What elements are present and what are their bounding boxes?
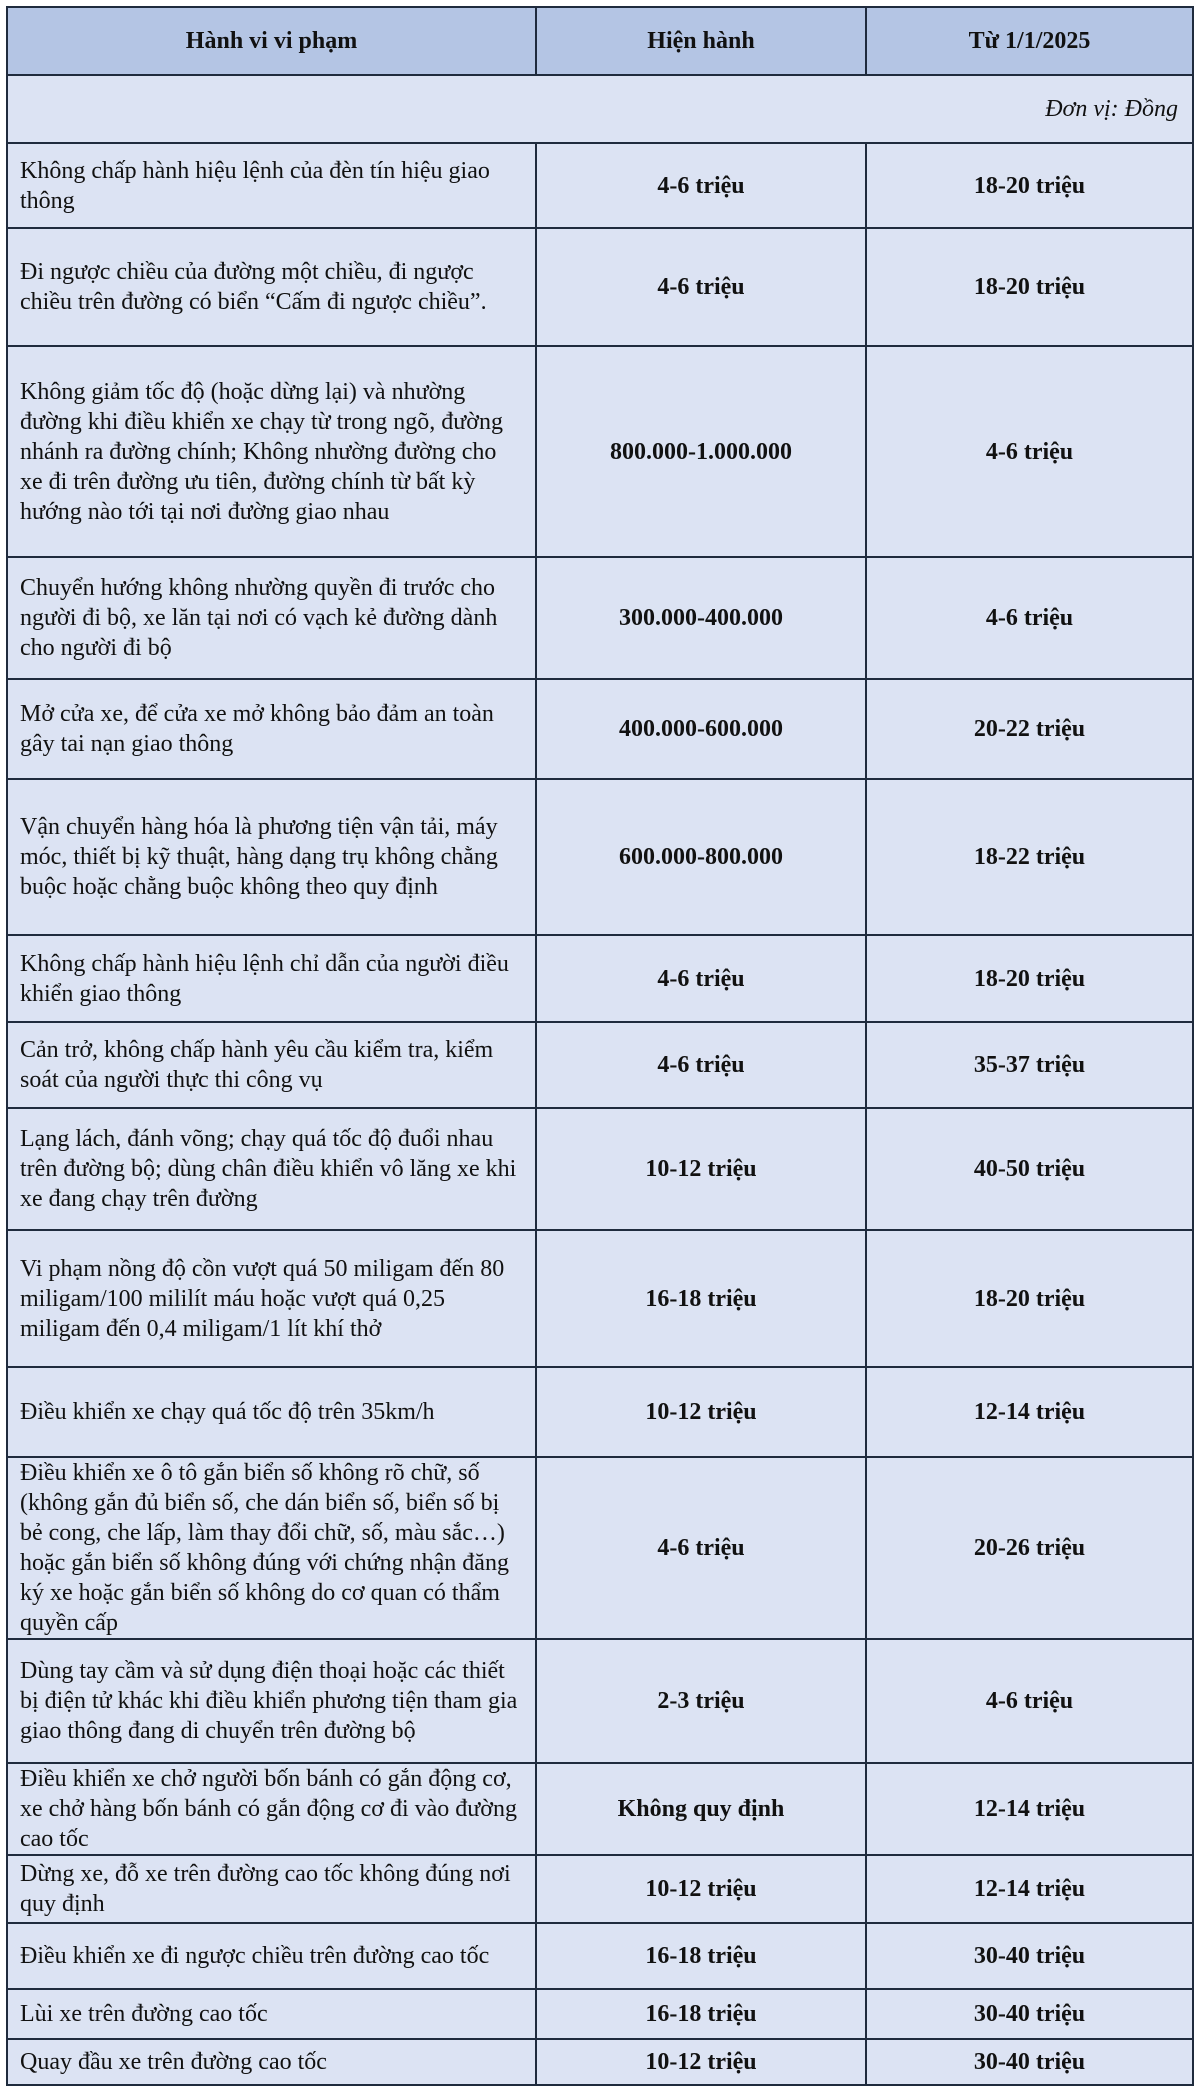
violation-cell: Không giảm tốc độ (hoặc dừng lại) và nhường đường khi điều khiển xe chạy từ trong ngõ, đường nhánh ra đường chính; Không nhường đường cho xe đi trên đường ưu tiên, đường chính từ bất kỳ hướng nào tới tại nơi đường giao nhau [7, 346, 536, 557]
violation-cell: Đi ngược chiều của đường một chiều, đi ngược chiều trên đường có biển “Cấm đi ngược chiều”. [7, 228, 536, 346]
new-fine-cell: 4-6 triệu [866, 346, 1193, 557]
violation-cell: Điều khiển xe chở người bốn bánh có gắn động cơ, xe chở hàng bốn bánh có gắn động cơ đi vào đường cao tốc [7, 1763, 536, 1855]
violation-cell: Vận chuyển hàng hóa là phương tiện vận tải, máy móc, thiết bị kỹ thuật, hàng dạng trụ không chằng buộc hoặc chằng buộc không theo quy định [7, 779, 536, 935]
violation-cell: Cản trở, không chấp hành yêu cầu kiểm tra, kiểm soát của người thực thi công vụ [7, 1022, 536, 1108]
new-fine-cell: 20-26 triệu [866, 1457, 1193, 1639]
table-row [7, 1230, 1193, 1367]
current-fine-cell: 4-6 triệu [536, 935, 866, 1022]
violation-cell: Điều khiển xe chạy quá tốc độ trên 35km/h [7, 1367, 536, 1457]
new-fine-cell: 12-14 triệu [866, 1855, 1193, 1923]
unit-note: Đơn vị: Đồng [7, 75, 1193, 143]
new-fine-cell: 18-20 triệu [866, 1230, 1193, 1367]
new-fine-cell: 35-37 triệu [866, 1022, 1193, 1108]
table-row [7, 1855, 1193, 1923]
header-current: Hiện hành [536, 7, 866, 75]
new-fine-cell: 18-20 triệu [866, 143, 1193, 228]
table-row [7, 1923, 1193, 1989]
new-fine-cell: 4-6 triệu [866, 557, 1193, 679]
new-fine-cell: 12-14 triệu [866, 1763, 1193, 1855]
new-fine-cell: 20-22 triệu [866, 679, 1193, 779]
violation-cell: Dừng xe, đỗ xe trên đường cao tốc không đúng nơi quy định [7, 1855, 536, 1923]
new-fine-cell: 30-40 triệu [866, 2039, 1193, 2085]
table-row [7, 2039, 1193, 2085]
table-row [7, 346, 1193, 557]
table-row [7, 1763, 1193, 1855]
new-fine-cell: 18-20 triệu [866, 228, 1193, 346]
unit-row [7, 75, 1193, 143]
new-fine-cell: 18-22 triệu [866, 779, 1193, 935]
new-fine-cell: 40-50 triệu [866, 1108, 1193, 1230]
table-row [7, 557, 1193, 679]
table-row [7, 1639, 1193, 1763]
fine-comparison-sheet [6, 6, 1192, 2086]
current-fine-cell: 16-18 triệu [536, 1923, 866, 1989]
current-fine-cell: 4-6 triệu [536, 228, 866, 346]
current-fine-cell: 600.000-800.000 [536, 779, 866, 935]
new-fine-cell: 12-14 triệu [866, 1367, 1193, 1457]
current-fine-cell: 400.000-600.000 [536, 679, 866, 779]
violation-cell: Dùng tay cầm và sử dụng điện thoại hoặc các thiết bị điện tử khác khi điều khiển phương tiện tham gia giao thông đang di chuyển trên đường bộ [7, 1639, 536, 1763]
new-fine-cell: 4-6 triệu [866, 1639, 1193, 1763]
violation-cell: Chuyển hướng không nhường quyền đi trước cho người đi bộ, xe lăn tại nơi có vạch kẻ đường dành cho người đi bộ [7, 557, 536, 679]
header-row [7, 7, 1193, 75]
current-fine-cell: 10-12 triệu [536, 1367, 866, 1457]
violation-cell: Lùi xe trên đường cao tốc [7, 1989, 536, 2039]
table-row [7, 779, 1193, 935]
table-row [7, 1457, 1193, 1639]
table-row [7, 1989, 1193, 2039]
violation-cell: Điều khiển xe ô tô gắn biển số không rõ chữ, số (không gắn đủ biển số, che dán biển số, biển số bị bẻ cong, che lấp, làm thay đổi chữ, số, màu sắc…) hoặc gắn biển số không đúng với chứng nhận đăng ký xe hoặc gắn biển số không do cơ quan có thẩm quyền cấp [7, 1457, 536, 1639]
current-fine-cell: 300.000-400.000 [536, 557, 866, 679]
new-fine-cell: 18-20 triệu [866, 935, 1193, 1022]
table-row [7, 228, 1193, 346]
header-violation: Hành vi vi phạm [7, 7, 536, 75]
current-fine-cell: 4-6 triệu [536, 1022, 866, 1108]
violation-cell: Quay đầu xe trên đường cao tốc [7, 2039, 536, 2085]
violation-cell: Không chấp hành hiệu lệnh chỉ dẫn của người điều khiển giao thông [7, 935, 536, 1022]
fine-comparison-table [6, 6, 1194, 2086]
violation-cell: Không chấp hành hiệu lệnh của đèn tín hiệu giao thông [7, 143, 536, 228]
current-fine-cell: 4-6 triệu [536, 143, 866, 228]
current-fine-cell: 10-12 triệu [536, 2039, 866, 2085]
new-fine-cell: 30-40 triệu [866, 1923, 1193, 1989]
current-fine-cell: 16-18 triệu [536, 1989, 866, 2039]
current-fine-cell: Không quy định [536, 1763, 866, 1855]
current-fine-cell: 800.000-1.000.000 [536, 346, 866, 557]
violation-cell: Lạng lách, đánh võng; chạy quá tốc độ đuổi nhau trên đường bộ; dùng chân điều khiển vô lăng xe khi xe đang chạy trên đường [7, 1108, 536, 1230]
header-from-2025: Từ 1/1/2025 [866, 7, 1193, 75]
table-row [7, 1367, 1193, 1457]
table-row [7, 679, 1193, 779]
table-row [7, 143, 1193, 228]
violation-cell: Mở cửa xe, để cửa xe mở không bảo đảm an toàn gây tai nạn giao thông [7, 679, 536, 779]
current-fine-cell: 10-12 triệu [536, 1855, 866, 1923]
current-fine-cell: 16-18 triệu [536, 1230, 866, 1367]
current-fine-cell: 2-3 triệu [536, 1639, 866, 1763]
table-row [7, 1108, 1193, 1230]
current-fine-cell: 4-6 triệu [536, 1457, 866, 1639]
table-row [7, 1022, 1193, 1108]
current-fine-cell: 10-12 triệu [536, 1108, 866, 1230]
table-row [7, 935, 1193, 1022]
violation-cell: Điều khiển xe đi ngược chiều trên đường cao tốc [7, 1923, 536, 1989]
new-fine-cell: 30-40 triệu [866, 1989, 1193, 2039]
violation-cell: Vi phạm nồng độ cồn vượt quá 50 miligam đến 80 miligam/100 mililít máu hoặc vượt quá 0,25 miligam đến 0,4 miligam/1 lít khí thở [7, 1230, 536, 1367]
